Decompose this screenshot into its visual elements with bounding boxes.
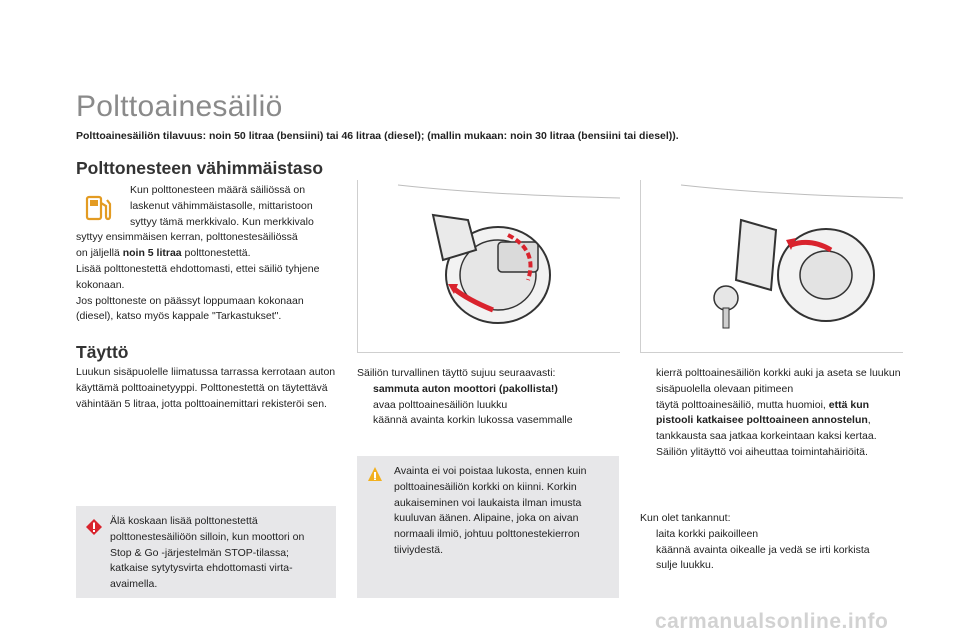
procedure-step-4 <box>640 366 905 398</box>
procedure-step-2 <box>357 398 622 414</box>
procedure-step-5 <box>640 398 905 461</box>
procedure-step-2-text: avaa polttoainesäiliön luukku <box>373 398 508 411</box>
after-fill-step-1 <box>640 527 905 543</box>
procedure-step-4-text: kierrä polttoainesäiliön korkki auki ja aseta se luukun sisäpuolella olevaan pitimeen <box>656 367 901 395</box>
procedure-step-1 <box>357 382 622 398</box>
min-level-para3: Jos polttoneste on päässyt loppumaan kokonaan (diesel), katso myös kappale "Tarkastukset". <box>76 294 304 323</box>
min-level-line4: syttyy ensimmäisen kerran, polttonestesäiliössä <box>76 231 298 244</box>
step5-pre: täytä polttoainesäiliö, mutta huomioi, <box>656 398 829 411</box>
min-level-line5 <box>76 246 338 262</box>
min-level-para2: Lisää polttonestettä ehdottomasti, ettei säiliö tyhjene kokonaan. <box>76 262 320 291</box>
after-fill-step-3-text: sulje luukku. <box>656 559 714 572</box>
after-fill-intro: Kun olet tankannut: <box>640 512 731 524</box>
after-fill-step-2 <box>640 543 905 559</box>
min-level-line2: laskenut vähimmäistasolle, mittaristoon <box>130 199 313 212</box>
filling-heading: Täyttö <box>76 342 129 362</box>
step5-post: , tankkausta saa jatkaa korkeintaan kaksi kertaa. Säiliön ylitäyttö voi aiheuttaa toimintahäiriöitä. <box>656 414 877 458</box>
procedure-start <box>357 366 622 429</box>
procedure-step-3-text: käännä avainta korkin lukossa vasemmalle <box>373 414 573 427</box>
capacity-subtitle: Polttoainesäiliön tilavuus: noin 50 litraa (bensiini) tai 46 litraa (diesel); (mallin mukaan: noin 30 litraa (bensiini tai diesel)). <box>76 130 679 142</box>
page-title: Polttoainesäiliö <box>76 90 283 123</box>
min-level-text <box>76 183 338 325</box>
info-icon <box>367 466 383 482</box>
min-level-heading: Polttonesteen vähimmäistaso <box>76 158 324 178</box>
illustration-remove-cap <box>640 180 903 353</box>
filling-text: Luukun sisäpuolelle liimatussa tarrassa kerrotaan auton käyttämä polttoainetyyppi. Polttonestettä on täytettävä vähintään 5 litraa, jotta polttoainemittari rekisteröi sen. <box>76 366 336 410</box>
line5-post: polttonestettä. <box>181 247 251 260</box>
warning-icon <box>85 518 103 536</box>
procedure-intro: Säiliön turvallinen täyttö sujuu seuraavasti: <box>357 367 556 379</box>
remaining-amount: noin 5 litraa <box>122 247 182 260</box>
min-level-line3: syttyy tämä merkkivalo. Kun merkkivalo <box>130 215 314 228</box>
after-fill-step-3 <box>640 558 905 574</box>
after-fill-step-2-text: käännä avainta oikealle ja vedä se irti korkista <box>656 543 870 556</box>
step5-bold: että kun pistooli katkaisee polttoaineen annostelun <box>656 398 870 427</box>
procedure-continue <box>640 366 905 461</box>
info-note-text: Avainta ei voi poistaa lukosta, ennen kuin polttoainesäiliön korkki on kiinni. Korkin aukaiseminen voi laukaista ilman imusta kuuluvan äänen. Alipaine, joka on aivan normaali ilmiö, johtuu polttonestekierron tiiviydestä. <box>394 465 587 556</box>
info-note <box>357 456 619 598</box>
illustration-unlock-cap <box>357 180 620 353</box>
warning-note-text: Älä koskaan lisää polttonestettä polttonestesäiliöön silloin, kun moottori on Stop & Go -järjestelmän STOP-tilassa; katkaise sytytysvirta ehdottomasti virta-avaimella. <box>110 515 305 591</box>
after-filling <box>640 511 905 574</box>
min-level-line1: Kun polttonesteen määrä säiliössä on <box>130 184 306 196</box>
warning-note <box>76 506 336 598</box>
line5-pre: on jäljellä <box>76 247 123 260</box>
after-fill-step-1-text: laita korkki paikoilleen <box>656 527 759 540</box>
watermark: carmanualsonline.info <box>655 610 889 633</box>
procedure-step-1-text: sammuta auton moottori (pakollista!) <box>373 382 558 395</box>
procedure-step-3 <box>357 413 622 429</box>
